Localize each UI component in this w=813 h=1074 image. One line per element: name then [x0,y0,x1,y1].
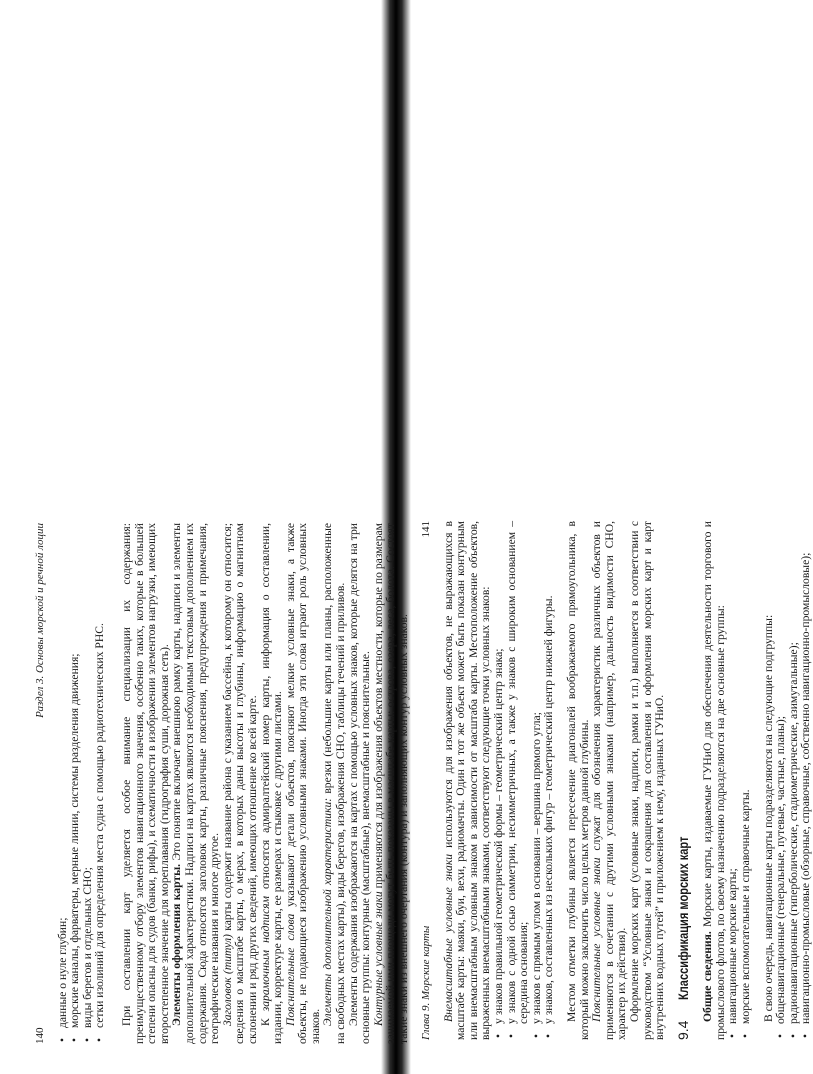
paragraph: Оформление морских карт (условные знаки, надписи, рамки и т.п.) выполняется в соответствии с руководством “Условные знаки и сокращения для составления и оформления морских карт и карт внутренних водных путей” и приложением к нему, изданных ГУНиО. [627,521,667,1040]
list-item: • радионавигационные (гиперболические, стадиометрические, азимутальные); [788,521,801,1040]
paragraph: Общие сведения. Морские карты, издаваемые ГУНиО для обеспечения деятельности торгового и промыслового флотов, по своему назначению подразделяются на две основные группы: [701,521,727,1040]
list-item: • у знаков правильной геометрической формы – геометрический центр знака; [493,521,506,1040]
running-header-right [420,521,433,1040]
paragraph: Пояснительные слова указывают детали объектов, поясняют мелкие условные знаки, а также объекты, не подающиеся изображению условными знаками. Иногда эти слова играют роль условных знаков. [283,522,322,1044]
chart-groups-list [727,521,752,1040]
paragraph: При составлении карт уделяется особое внимание специализации их содержания: преимущественному отбору элементов навигационного значения, особенно таких, которые в большей степени опасны для судов (банки, рифы), и схематичности в изображении элементов нагрузки, имеющих второстепенное значение для мореплавания (гидрография суши, дорожная сеть). [119,523,171,1044]
section-number: 9.4 [674,1020,691,1040]
section-title: Классификация морских карт [675,836,691,1000]
paragraph: Заголовок (титул) карты содержит название района с указанием бассейна, к которому он относится; сведения о масштабе карты, о мерах, в которых даны высоты и глубины, информацию о магнитном склонении и ряд других сведений, имеющих отношение ко всей карте. [220,523,259,1044]
paragraph: Пояснительные условные знаки служат для обозначения характеристик различных объектов и применяются в сочетании с другими условными знаками (например, дальность видимости СНО, характер их действия). [590,521,629,1040]
term-italic: Контурные условные знаки [371,891,385,1026]
list-item: • у знаков, составленных из нескольких фигур – геометрический центр нижней фигуры. [543,521,556,1040]
symbol-points-list [493,521,556,1040]
running-title: Раздел 3. Основы морской и речной лоции [34,523,46,718]
term-italic: Пояснительные слова [283,913,297,1026]
section-heading [674,521,691,1040]
paragraph: Внемасштабные условные знаки используются для изображения объектов, не выражающихся в масштабе карты: маяки, буи, вехи, радиомачты. Один и тот же объект может быть показан контурным или внемасштабным условным знаком в зависимости от масштаба карты. Местоположение объектов, выраженных внемасштабными знаками, соответствуют следующие точки условных знаков: [441,521,493,1040]
chart-subgroups-list [775,521,813,1040]
term-bold: Общие сведения. [701,931,715,1022]
term-italic: зарамочным надписям [258,895,272,1012]
list-item: • виды берегов и отдельных СНО; [82,523,95,1044]
term-italic: Пояснительные условные знаки [590,857,604,1022]
page-number: 141 [420,521,432,538]
chart-content-list [57,523,107,1044]
page-141 [418,513,813,1050]
paragraph: Элементы оформления карты. Это понятие включает внешнюю рамку карты, надписи и элементы дополнительной характеристики. Надписи на картах являются необходимым текстовым дополнением их содержания. Сюда относятся заголовок карты, различные пояснения, предупреждения и примечания, географические названия и многое другое. [170,523,222,1044]
list-item: • морские каналы, фарватеры, мерные линии, системы разделения движения; [69,523,82,1044]
running-title: Глава 9. Морские карты [420,925,432,1040]
term-italic: Внемасштабные условные знаки [441,853,455,1022]
list-item: • данные о нуле глубин; [57,523,70,1044]
list-item: • навигационно-промысловые (обзорные, справочные, собственно навигационно-промысловые); [800,521,813,1040]
list-item: • сетки изолиний для определения места судна с помощью радиотехнических РНС. [94,523,107,1044]
term-italic: Элементы дополнительной характеристики: [321,797,335,1026]
list-item: • морские вспомогательные и справочные карты. [740,521,753,1040]
list-item: • у знаков с одной осью симметрии, несимметричных, а также у знаков с широким основанием – середина основания; [506,521,531,1040]
paragraph: В свою очередь, навигационные карты подразделяются на следующие подгруппы: [761,614,775,1022]
term-italic: Заголовок (титул) [220,934,234,1026]
list-item: • общенавигационные (генеральные, путевые, частные, планы); [775,521,788,1040]
list-item: • навигационные морские карты; [727,521,740,1040]
page-number: 140 [34,1027,46,1044]
list-item: • у знаков с прямым углом в основании – вершина прямого угла; [531,521,544,1040]
page-140 [32,513,412,1050]
paragraph: К зарамочным надписям относятся адмиралтейский номер карты, информация о составлении, издании, корректуре карты, ее размерах и стыковке с другими листами. [258,523,285,1044]
paragraph: Элементы дополнительной характеристики: врезки (небольшие карты или планы, расположенные на свободных местах карты), виды берегов, изображения СНО, таблицы течений и приливов. [321,522,348,1044]
running-header-left [34,523,47,1044]
term-bold: Элементы оформления карты. [170,863,184,1026]
paragraph: Контурные условные знаки применяются для изображения объектов местности, которые по размерам занимаемой ими площади могут быть показаны в масштабе карты: острова, озера, леса, болота. Состоят такие знаки из внешнего очертания (контура) и заполняющих контур условных знаков. [371,523,411,1044]
paragraph: Местом отметки глубины является пересечение диагоналей воображаемого прямоугольника, в который можно заключить число целых метров данной глубины. [564,521,591,1040]
paragraph: Элементы содержания изображаются на картах с помощью условных знаков, которые делятся на три основные группы: контурные (масштабные), внемасштабные и пояснительные. [346,523,373,1044]
